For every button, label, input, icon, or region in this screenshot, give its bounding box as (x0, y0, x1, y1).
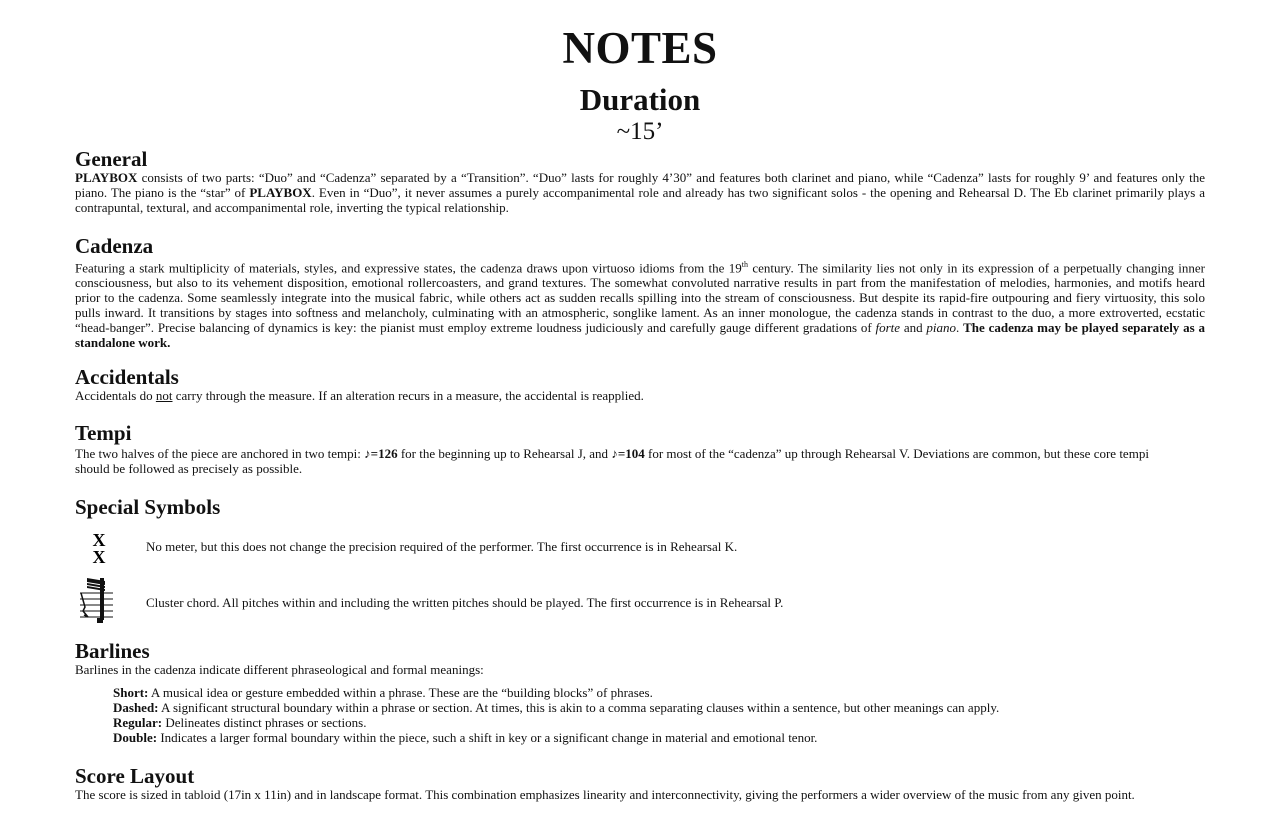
no-meter-description: No meter, but this does not change the precision required of the performer. The first occurrence is in Rehearsal K. (146, 539, 738, 554)
cadenza-heading: Cadenza (75, 234, 154, 258)
barline-term: Double: (113, 730, 158, 745)
score-layout-heading: Score Layout (75, 764, 195, 788)
cadenza-text-1: Featuring a stark multiplicity of materials, styles, and expressive states, the cadenza draws upon virtuoso idioms from the 19 (75, 260, 742, 276)
svg-text:X: X (92, 547, 106, 567)
barline-desc: A musical idea or gesture embedded within a phrase. These are the “building blocks” of phrases. (148, 685, 653, 700)
general-paragraph (75, 170, 1205, 215)
svg-text:X: X (92, 530, 106, 550)
tempo-marking-1: ♪=126 (364, 446, 398, 461)
cadenza-standalone-note: The cadenza may be played separately as a standalone work. (75, 320, 1205, 351)
tempi-paragraph (75, 446, 1185, 476)
cadenza-and: and (900, 320, 927, 336)
duration-value: ~15’ (616, 118, 664, 145)
barline-item-dashed (113, 700, 999, 715)
score-layout-paragraph: The score is sized in tabloid (17in x 11in) and in landscape format. This combination emphasizes linearity and interconnectivity, giving the performers a wider overview of the music from any given point. (75, 787, 1135, 802)
special-symbols-heading: Special Symbols (75, 495, 221, 519)
tempi-text-2: for the beginning up to Rehearsal J, and (397, 446, 612, 461)
tempo-marking-2: ♪=104 (611, 446, 645, 461)
tempi-text-3: for most of the “cadenza” up through Rehearsal V. Deviations are common, but these core tempi should be followed as precisely as possible. (75, 446, 1149, 476)
symbol-row-cluster-chord (75, 575, 1205, 615)
accidentals-heading: Accidentals (75, 365, 179, 389)
page-title: NOTES (562, 23, 718, 73)
symbol-row-no-meter (75, 530, 1205, 570)
cadenza-period: . (956, 320, 964, 336)
general-text-1: consists of two parts: “Duo” and “Cadenza” separated by a “Transition”. “Duo” lasts for roughly 4’30” and features both clarinet and piano, while “Cadenza” lasts for roughly 9’ and features only the piano. The piano is the “star” of (75, 170, 1205, 200)
general-heading: General (75, 147, 148, 171)
barline-desc: A significant structural boundary within a phrase or section. At times, this is akin to a comma separating clauses within a sentence, but other meanings can apply. (158, 700, 1000, 715)
piano-term: piano (926, 320, 957, 336)
accidentals-text-2: carry through the measure. If an alteration recurs in a measure, the accidental is reapplied. (172, 388, 644, 403)
cadenza-text-2: century. The similarity lies not only in its expression of a perpetually changing inner consciousness, but also to its vehement disposition, emotional rollercoasters, and grand textures. The somewhat convoluted narrative results in part from the manifestation of melodies, harmonies, and motifs heard prior to the cadenza. Some seamlessly integrate into the musical fabric, while others act as sudden recalls spilling into the stream of consciousness. But despite its rapid-fire outpouring and fiery virtuosity, this solo pulls inward. It transitions by stages into softness and melancholy, culminating with an atmospheric, songlike lament. As an inner monologue, the cadenza stands in contrast to the duo, a more extroverted, ecstatic “head-banger”. Precise balancing of dynamics is key: the pianist must employ extreme loudness judiciously and carefully gauge different gradations of (75, 260, 1205, 336)
barline-term: Dashed: (113, 700, 159, 715)
barline-desc: Delineates distinct phrases or sections. (162, 715, 367, 730)
duration-heading: Duration (579, 82, 701, 117)
barline-item-regular (113, 715, 999, 730)
playbox-title-2: PLAYBOX (249, 185, 312, 200)
barline-item-double (113, 730, 999, 745)
cluster-chord-icon (75, 575, 125, 623)
forte-term: forte (875, 320, 901, 336)
barline-term: Short: (113, 685, 149, 700)
playbox-title: PLAYBOX (75, 170, 138, 185)
tempi-text-1: The two halves of the piece are anchored in two tempi: (75, 446, 365, 461)
barline-desc: Indicates a larger formal boundary within the piece, such a shift in key or a significant change in material and emotional tenor. (157, 730, 818, 745)
general-text-2: . Even in “Duo”, it never assumes a purely accompanimental role and already has two significant solos - the opening and Rehearsal D. The Eb clarinet primarily plays a contrapuntal, textural, and accompanimental role, inverting the typical relationship. (75, 185, 1205, 215)
accidentals-paragraph (75, 388, 1205, 403)
barlines-list (113, 685, 999, 745)
cluster-chord-description: Cluster chord. All pitches within and including the written pitches should be played. The first occurrence is in Rehearsal P. (146, 595, 784, 610)
tempi-heading: Tempi (75, 421, 132, 445)
barlines-heading: Barlines (75, 639, 150, 663)
accidentals-text-1: Accidentals do (75, 388, 156, 403)
x-over-x-time-signature-icon (75, 530, 125, 578)
barline-item-short (113, 685, 999, 700)
cadenza-superscript: th (741, 260, 748, 269)
cadenza-paragraph (75, 257, 1205, 350)
accidentals-not: not (155, 388, 173, 403)
barlines-intro: Barlines in the cadenza indicate different phraseological and formal meanings: (75, 662, 484, 677)
barline-term: Regular: (113, 715, 163, 730)
